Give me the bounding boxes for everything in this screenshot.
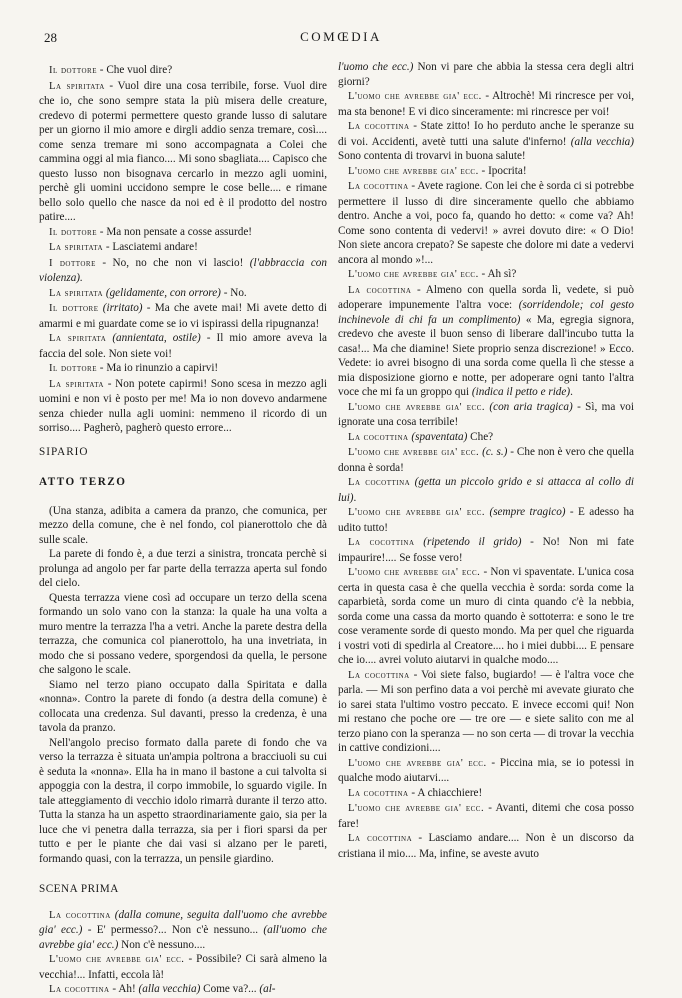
stage-direction: Questa terrazza viene così ad occupare un terzo della scena formando un solo vano con la stanza: la quale ha una volta a muro mentre la terrazza l'ha a vetri. Anche la parete destra della terrazza, che comunica col pianerottolo, ha una invetriata, in modo che si possano vedere, sporgendosi da quella, le persone che salgono le scale.: [39, 591, 327, 676]
dialogue-line: L'uomo che avrebbe gia' ecc. - Altrochè! Mi rincresce per voi, ma sta benone! E vi dico sinceramente: mi rincresce per voi!: [338, 90, 634, 118]
dialogue-line: L'uomo che avrebbe gia' ecc. - Ipocrita!: [348, 164, 527, 177]
dialogue-line: L'uomo che avrebbe gia' ecc. - Ah sì?: [348, 268, 517, 280]
page-number: 28: [44, 30, 57, 45]
dialogue-line: La cocottina - Ah! (alla vecchia) Come va?... (al-: [49, 983, 276, 995]
dialogue-line: La spiritata - Non potete capirmi! Sono scesa in mezzo agli uomini e non vi è posto per me! Ma io non dovevo andarmene senza chieder nulla agli uomini: nemmeno il ricordo di un sorriso.... Pagherò, pagherò questo errore...: [39, 377, 327, 434]
dialogue-line: L'uomo che avrebbe gia' ecc. (c. s.) - Che non è vero che quella donna è sorda!: [338, 446, 634, 474]
dialogue-line: L'uomo che avrebbe gia' ecc. (con aria tragica) - Sì, ma voi ignorate una cosa terribile!: [338, 400, 634, 428]
stage-direction: Siamo nel terzo piano occupato dalla Spiritata e dalla «nonna». Contro la parete di fondo (a destra della comune) è collocata una credenza. Sul davanti, presso la credenza, è una tavola da pranzo.: [39, 678, 327, 734]
dialogue-line: Il dottore - Ma non pensate a cosse assurde!: [49, 225, 253, 238]
dialogue-line: Il dottore - Che vuol dire?: [49, 64, 173, 76]
dialogue-line: La cocottina (dalla comune, seguita dall'uomo che avrebbe gia' ecc.) - E' permesso?... Non c'è nessuno... (all'uomo che avrebbe gia' ecc.) Non c'è nessuno....: [39, 908, 327, 951]
stage-direction: (Una stanza, adibita a camera da pranzo, che comunica, per mezzo della comune, che è nel fondo, col pianerottolo che dà sulle scale.: [39, 504, 327, 546]
dialogue-line: Il dottore (irritato) - Ma che avete mai! Mi avete detto di amarmi e mi guardate come se io vi ispirassi della ripugnanza!: [39, 302, 327, 330]
dialogue-line: La cocottina - Voi siete falso, bugiardo! — è l'altra voce che parla. — Mi son perfino data a voi perchè mi avevate giurato che io sarei stata l'ultimo vostro peccato. E invece eccomi qui! Non mi restano che poche ore — tre ore — e siete salito con me al terzo piano con la speranza — no son certa — di trovar la vecchia in cattive condizioni....: [338, 668, 634, 754]
dialogue-line: l'uomo che ecc.) Non vi pare che abbia la stessa cera degli altri giorni?: [338, 61, 635, 88]
left-column: [39, 63, 327, 998]
dialogue-line: La cocottina - Lasciamo andare.... Non è un discorso da cristiana il mio.... Ma, infine, se aveste avuto: [338, 832, 634, 860]
journal-title: COMŒDIA: [300, 29, 382, 44]
dialogue-line: La spiritata (gelidamente, con orrore) - No.: [49, 286, 247, 299]
dialogue-line: L'uomo che avrebbe gia' ecc. - Avanti, ditemi che cosa posso fare!: [338, 802, 634, 830]
sipario-heading: SIPARIO: [39, 445, 89, 458]
dialogue-line: La spiritata - Vuol dire una cosa terribile, forse. Vuol dire che io, che sono sempre stata la più misera delle creature, credevo di potermi permettere questo grande lusso di salutare per un giorno il mio amore e dirgli addio senza tremare, così.... come senza tremare mi sono accompagnata a Colei che cammina oggi al mia fianco.... Mi sono sbagliata.... Capisco che questo lusso non bisognava cercarlo in mezzo agli uomini, perchè gli uomini uccidono sempre le cose belle.... e rimane bello solo quello che nasce da noi ed è il prodotto del nostro patire....: [39, 79, 327, 223]
dialogue-line: La cocottina - A chiacchiere!: [348, 786, 483, 799]
dialogue-line: L'uomo che avrebbe gia' ecc. - Possibile? Ci sarà almeno la vecchia!... Infatti, eccola là!: [39, 953, 328, 981]
dialogue-line: La spiritata (annientata, ostile) - Il mio amore aveva la faccia del sole. Non siete voi!: [39, 332, 328, 360]
stage-direction: Nell'angolo preciso formato dalla parete di fondo che va verso la terrazza è situata un'ampia poltrona a bracciuoli su cui è seduta la «nonna». Ella ha in mano il bastone a cui talvolta si appoggia con la destra, il corpo immobile, lo sguardo vigile. In tale atteggiamento di vecchio idolo rimarrà durante il terzo atto. Tutta la stanza ha un aspetto straordinariamente gaio, sia per la luce che vi penetra dalla terrazza, sia per i fiori sparsi da per tutto e per le piante che dai vasi si alzano per le pareti, formando quasi, con la terrazza, un pensile giardino.: [39, 736, 327, 865]
dialogue-line: La spiritata - Lasciatemi andare!: [49, 241, 198, 253]
dialogue-line: L'uomo che avrebbe gia' ecc. - Non vi spaventate. L'unica cosa certa in questa casa è che quella vecchia è sorda: sorda come la caparbietà, sorda come un muro di cinta quando c'è la nebbia, sorda come una cassa da morto quando è sottoterra: e sono le tre cose veramente sorde di questo mondo. Ma per quel che riguarda i vostri voti di spedirla al Creatore.... ho i miei dubbi.... E pensare che io.... avrei voluto aiutarvi in qualche modo....: [338, 566, 634, 666]
dialogue-line: I dottore - No, no che non vi lascio! (l'abbraccia con violenza).: [39, 256, 327, 284]
act-title: ATTO TERZO: [39, 476, 127, 488]
dialogue-line: La cocottina - State zitto! Io ho perduto anche le speranze su di voi. Accidenti, avetè tutti una salute d'inferno! (alla vecchia) Sono contenta di trovarvi in buona salute!: [338, 120, 635, 162]
right-column: [338, 60, 634, 861]
scene-title: SCENA PRIMA: [39, 883, 119, 895]
dialogue-line: La cocottina - Almeno con quella sorda lì, vedete, si può adoperare impunemente l'altra voce: (sorridendole; col gesto inchinevole di chi fa un complimento) « Ma, egregia signora, credevo che aveste il buon senso di liberare dall'incubo tutta la casa!... Ma che diamine! Siete proprio senza discrezione! » Ecco. Vedete: io avrei bisogno di una sorda come quella lì che stesse a mia disposizione giorno e notte, per adoperare ogni tanto l'altra voce che mi fa un groppo qui (indica il petto e ride).: [338, 283, 635, 398]
dialogue-line: L'uomo che avrebbe gia' ecc. (sempre tragico) - E adesso ha udito tutto!: [338, 506, 635, 534]
dialogue-line: Il dottore - Ma io rinunzio a capirvi!: [49, 362, 219, 374]
dialogue-line: La cocottina (getta un piccolo grido e si attacca al collo di lui).: [338, 476, 634, 504]
dialogue-line: La cocottina (spaventata) Che?: [348, 430, 494, 443]
dialogue-line: L'uomo che avrebbe gia' ecc. - Piccina mia, se io potessi in qualche modo aiutarvi....: [338, 756, 635, 784]
stage-direction: La parete di fondo è, a due terzi a sinistra, troncata perchè si prolunga ad angolo per far parte della terrazza aperta sul fondo del cielo.: [39, 548, 327, 589]
dialogue-line: La cocottina - Avete ragione. Con lei che è sorda ci si potrebbe permettere il lusso di dire sinceramente quello che abbiamo dentro. Anche a voi, poco fa, quando ho detto: « come va? Ah! Come sono contenta di vedervi! » avrei dovuto dire: « O Dio! Non siete ancora crepato? Se sapeste che dolore mi date a vedervi ancora al mondo »!...: [338, 180, 634, 266]
dialogue-line: La cocottina (ripetendo il grido) - No! Non mi fate impaurire!.... Se fosse vero!: [338, 536, 634, 564]
